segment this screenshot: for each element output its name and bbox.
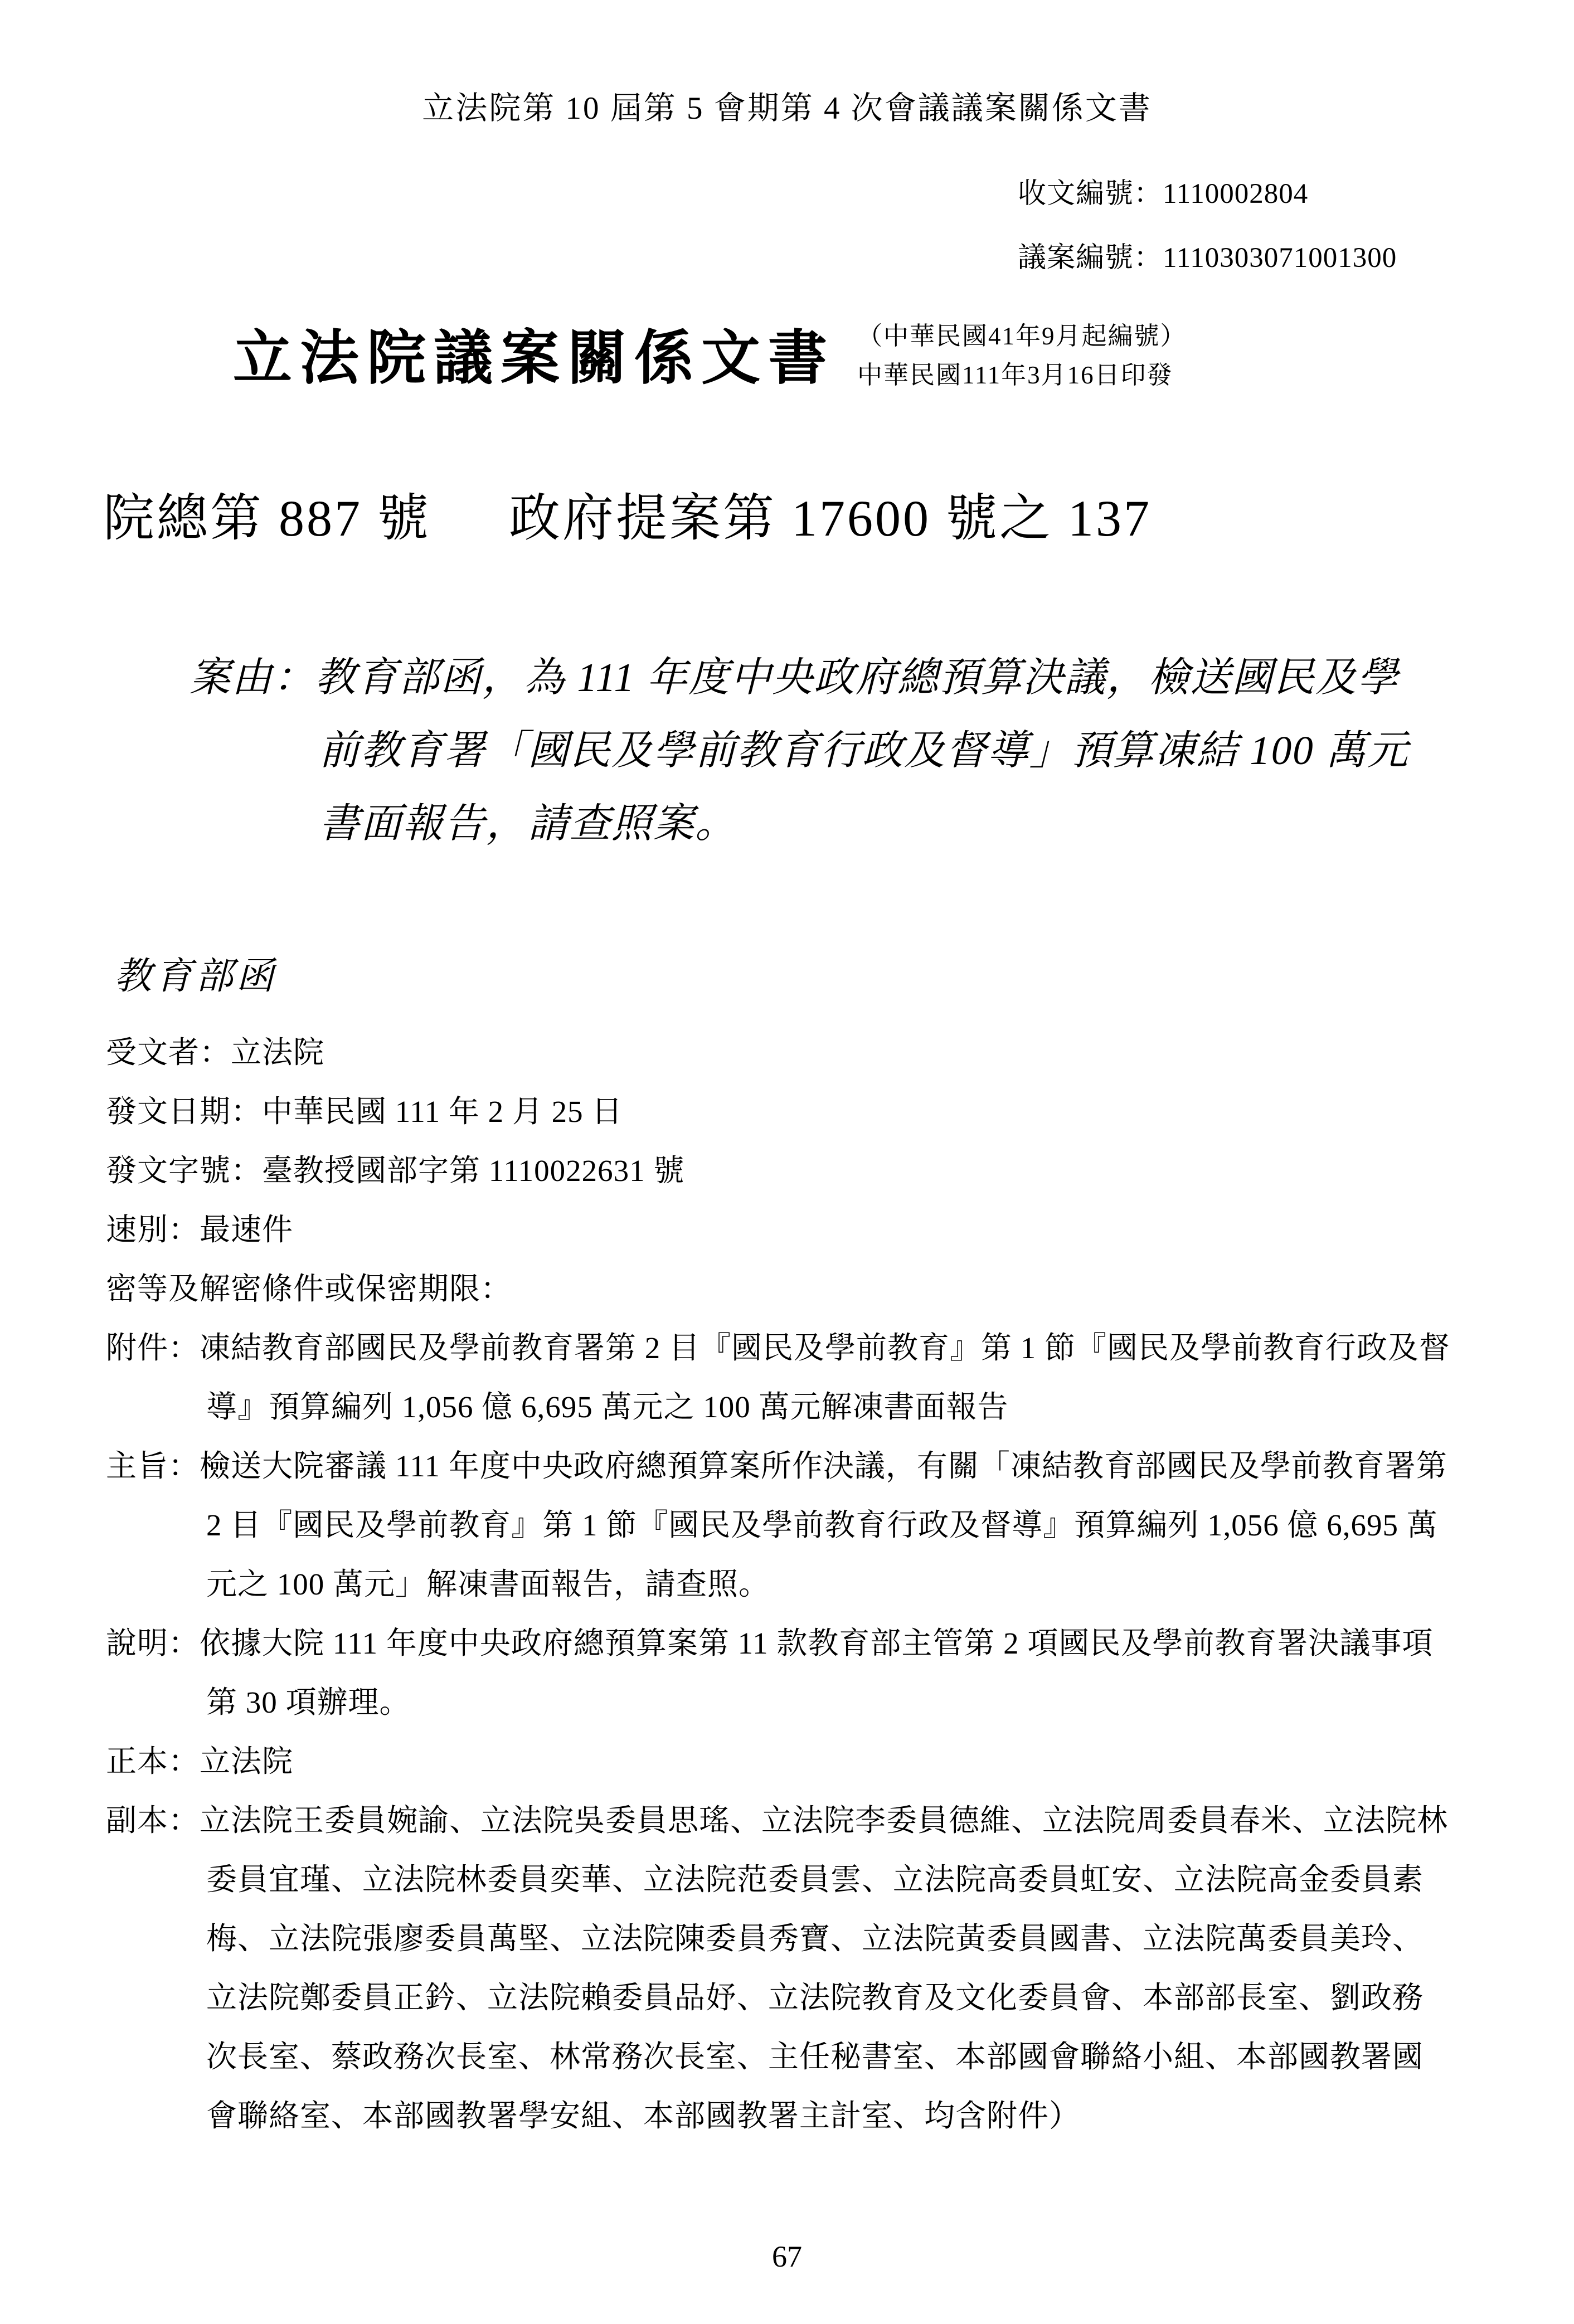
letter-line-cc: 立法院鄭委員正鈐、立法院賴委員品妤、立法院教育及文化委員會、本部部長室、劉政務: [206, 1981, 1424, 2015]
case-summary-line: 書面報告，請查照案。: [319, 801, 737, 846]
case-number-row: [103, 477, 1152, 551]
letter-line-cc: 次長室、蔡政務次長室、林常務次長室、主任秘書室、本部國會聯絡小組、本部國教署國: [206, 2040, 1424, 2074]
receipt-number-value: 1110002804: [1163, 178, 1309, 210]
title-notes: [857, 317, 1187, 395]
letter-line-original: 正本：立法院: [106, 1744, 294, 1778]
bill-number-row: [1018, 241, 1397, 275]
bill-number-label: 議案編號：: [1018, 242, 1163, 274]
letter-line-cc: 梅、立法院張廖委員萬堅、立法院陳委員秀寶、立法院黃委員國書、立法院萬委員美玲、: [206, 1922, 1424, 1956]
letter-line-explanation: 第 30 項辦理。: [206, 1685, 411, 1719]
document-title: 立法院議案關係文書: [233, 326, 835, 391]
title-note-print-date: 中華民國111年3月16日印發: [857, 361, 1173, 389]
title-note-numbering: （中華民國41年9月起編號）: [857, 322, 1187, 350]
reference-numbers: [1018, 177, 1397, 275]
case-summary: [190, 641, 1527, 860]
letter-line-cc: 會聯絡室、本部國教署學安組、本部國教署主計室、均含附件）: [206, 2099, 1081, 2133]
case-summary-line: [190, 641, 1527, 714]
government-proposal-number: 政府提案第 17600 號之 137: [509, 490, 1152, 547]
letter-line-ref-number: 發文字號：臺教授國部字第 1110022631 號: [106, 1154, 685, 1188]
letter-line-date: 發文日期：中華民國 111 年 2 月 25 日: [106, 1095, 623, 1129]
case-summary-line: 前教育署「國民及學前教育行政及督導」預算凍結 100 萬元: [319, 728, 1409, 773]
letter-line-cc: 副本：立法院王委員婉諭、立法院吳委員思瑤、立法院李委員德維、立法院周委員春米、立法院林: [106, 1803, 1449, 1837]
page-number: 67: [772, 2240, 802, 2273]
session-header: 立法院第 10 屆第 5 會期第 4 次會議議案關係文書: [422, 91, 1152, 126]
letter-line-cc: 委員宜瑾、立法院林委員奕華、立法院范委員雲、立法院高委員虹安、立法院高金委員素: [206, 1863, 1424, 1897]
case-summary-text: 教育部函，為 111 年度中央政府總預算決議，檢送國民及學: [315, 655, 1400, 700]
letter-line-security: 密等及解密條件或保密期限：: [106, 1272, 512, 1306]
letter-line-subject: 主旨：檢送大院審議 111 年度中央政府總預算案所作決議，有關「凍結教育部國民及學前教育署第: [106, 1449, 1447, 1483]
bill-number-value: 1110303071001300: [1163, 242, 1397, 274]
letter-line-recipient: 受文者：立法院: [106, 1035, 325, 1069]
letter-line-subject: 元之 100 萬元」解凍書面報告，請查照。: [206, 1567, 770, 1601]
receipt-number-label: 收文編號：: [1018, 178, 1163, 210]
letter-line-explanation: 說明：依據大院 111 年度中央政府總預算案第 11 款教育部主管第 2 項國民及學前教育署決議事項: [106, 1626, 1434, 1660]
case-summary-label: 案由：: [190, 655, 315, 700]
letter-body: [106, 1023, 1510, 2146]
letter-heading: 教育部函: [114, 956, 277, 997]
letter-line-speed: 速別：最速件: [106, 1213, 294, 1247]
receipt-number-row: [1018, 177, 1397, 211]
letter-line-attachment: 附件：凍結教育部國民及學前教育署第 2 目『國民及學前教育』第 1 節『國民及學前教育行政及督: [106, 1331, 1451, 1365]
letter-line-attachment: 導』預算編列 1,056 億 6,695 萬元之 100 萬元解凍書面報告: [206, 1390, 1009, 1424]
letter-line-subject: 2 目『國民及學前教育』第 1 節『國民及學前教育行政及督導』預算編列 1,056 億 6,695 萬: [206, 1508, 1438, 1542]
yuan-total-number: 院總第 887 號: [103, 490, 431, 547]
